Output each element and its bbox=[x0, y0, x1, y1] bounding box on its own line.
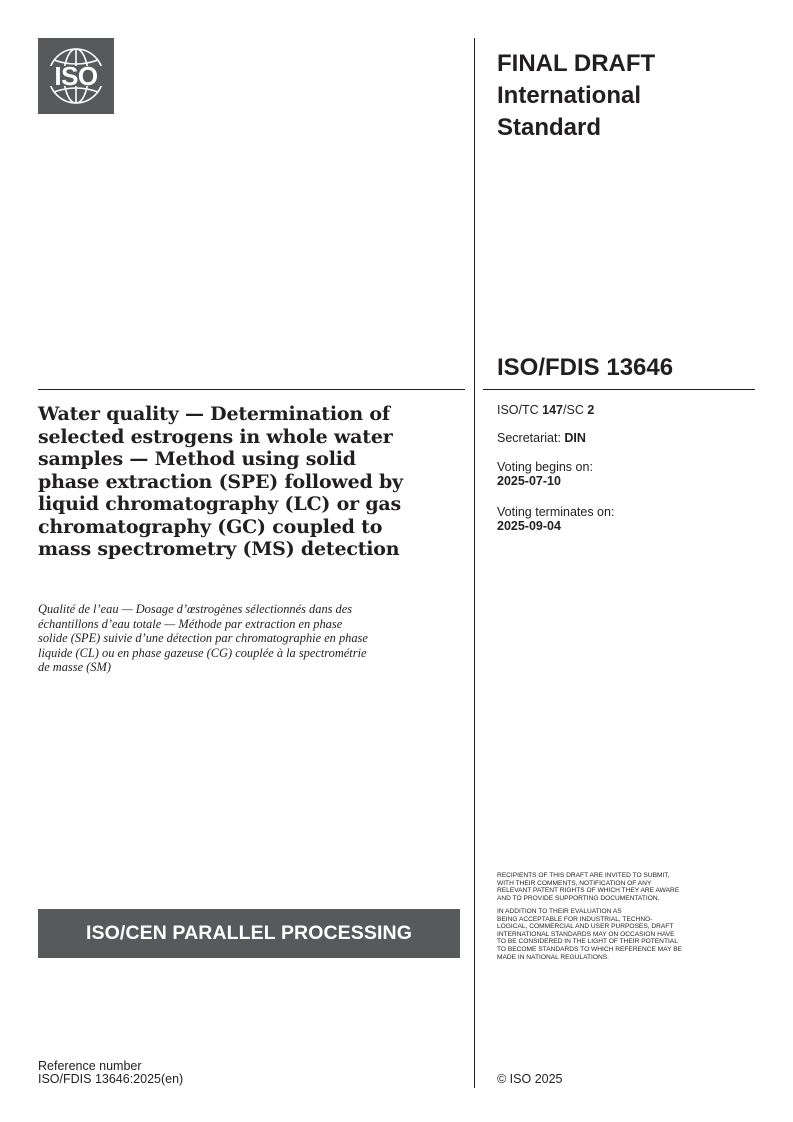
notice-line: RELEVANT PATENT RIGHTS OF WHICH THEY ARE AWARE bbox=[497, 887, 680, 895]
reference-value: ISO/FDIS 13646:2025(en) bbox=[38, 1072, 184, 1086]
title-line: liquid chromatography (LC) or gas bbox=[38, 493, 402, 515]
number-rule bbox=[483, 389, 755, 390]
parallel-processing-banner: ISO/CEN PARALLEL PROCESSING bbox=[38, 909, 460, 958]
secretariat bbox=[497, 431, 586, 445]
french-title-line: Qualité de l’eau — Dosage d’œstrogènes sélectionnés dans des bbox=[38, 602, 353, 616]
notice-line: AND TO PROVIDE SUPPORTING DOCUMENTATION. bbox=[497, 894, 660, 902]
secretariat-label: Secretariat: bbox=[497, 431, 565, 445]
voting-begins-label: Voting begins on: bbox=[497, 460, 593, 474]
title-line: selected estrogens in whole water bbox=[38, 425, 393, 448]
patent-notice bbox=[497, 872, 755, 902]
title-line: phase extraction (SPE) followed by bbox=[38, 470, 403, 493]
title-line: mass spectrometry (MS) detection bbox=[38, 538, 400, 560]
notice-line: TO BECOME STANDARDS TO WHICH REFERENCE MAY BE bbox=[497, 945, 683, 953]
committee-tc: 147 bbox=[542, 403, 564, 417]
copyright: © ISO 2025 bbox=[497, 1072, 563, 1086]
french-title bbox=[38, 602, 458, 675]
french-title-line: de masse (SM) bbox=[38, 660, 111, 674]
evaluation-notice bbox=[497, 908, 755, 961]
status-line: Standard bbox=[497, 114, 602, 141]
english-title bbox=[38, 403, 458, 561]
notice-line: WITH THEIR COMMENTS, NOTIFICATION OF ANY bbox=[497, 879, 652, 887]
voting-terminates-date: 2025-09-04 bbox=[497, 519, 561, 533]
notice-line: LOGICAL, COMMERCIAL AND USER PURPOSES, DRAFT bbox=[497, 923, 674, 931]
reference-number bbox=[38, 1060, 183, 1086]
french-title-line: liquide (CL) ou en phase gazeuse (CG) couplée à la spectrométrie bbox=[38, 645, 367, 660]
status-line: FINAL DRAFT bbox=[497, 50, 656, 77]
committee-sep: /SC bbox=[563, 403, 588, 417]
committee-prefix: ISO/TC bbox=[497, 403, 543, 417]
title-rule bbox=[38, 389, 465, 390]
notice-line: BEING ACCEPTABLE FOR INDUSTRIAL, TECHNO- bbox=[497, 915, 653, 923]
french-title-line: échantillons d’eau totale — Méthode par extraction en phase bbox=[38, 616, 343, 631]
iso-logo bbox=[38, 38, 114, 114]
column-divider bbox=[474, 38, 475, 1088]
notice-line: TO BE CONSIDERED IN THE LIGHT OF THEIR POTENTIAL bbox=[497, 938, 678, 946]
voting-begins-date: 2025-07-10 bbox=[497, 474, 561, 488]
french-title-line: solide (SPE) suivie d’une détection par chromatographie en phase bbox=[38, 631, 368, 645]
title-line: samples — Method using solid bbox=[38, 448, 356, 470]
notice-line: INTERNATIONAL STANDARDS MAY ON OCCASION HAVE bbox=[497, 930, 675, 938]
title-line: Water quality — Determination of bbox=[38, 403, 390, 425]
notice-line: IN ADDITION TO THEIR EVALUATION AS bbox=[497, 908, 622, 915]
document-status bbox=[497, 48, 757, 144]
committee-sc: 2 bbox=[587, 403, 595, 417]
iso-logo-text: ISO bbox=[54, 61, 98, 91]
status-line: International bbox=[497, 82, 642, 109]
notice-line: RECIPIENTS OF THIS DRAFT ARE INVITED TO SUBMIT, bbox=[497, 872, 670, 879]
voting-terminates bbox=[497, 505, 614, 533]
notice-line: MADE IN NATIONAL REGULATIONS. bbox=[497, 953, 609, 961]
voting-begins bbox=[497, 460, 593, 488]
committee bbox=[497, 403, 594, 417]
secretariat-value: DIN bbox=[564, 431, 586, 445]
document-number: ISO/FDIS 13646 bbox=[497, 354, 674, 381]
title-line: chromatography (GC) coupled to bbox=[38, 515, 383, 538]
voting-terminates-label: Voting terminates on: bbox=[497, 505, 615, 519]
reference-label: Reference number bbox=[38, 1059, 142, 1073]
